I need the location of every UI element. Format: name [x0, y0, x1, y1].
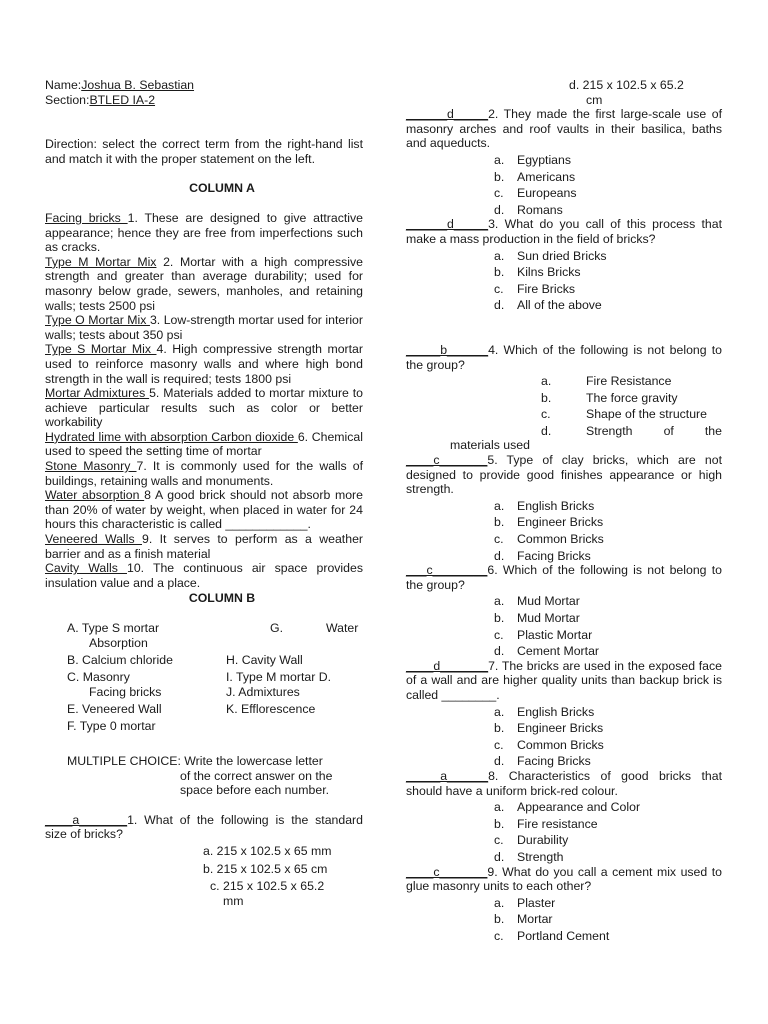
option-cont: materials used [450, 438, 530, 453]
column-b-row: F. Type 0 mortar [67, 719, 156, 733]
matched-answer: Facing bricks [45, 210, 128, 225]
option: d. Strength of the [541, 423, 722, 438]
matched-answer: Cavity Walls [45, 561, 127, 576]
option: c. Fire Bricks [494, 281, 576, 296]
matched-answer: Type S Mortar Mix [45, 342, 157, 357]
option: d. Romans [494, 202, 563, 217]
matched-answer: Type O Mortar Mix [45, 313, 150, 328]
option: a. English Bricks [494, 704, 595, 719]
option: a. Mud Mortar [494, 594, 580, 609]
option: d. Facing Bricks [494, 548, 591, 563]
column-b-row: A. Type S mortar G. Water [67, 621, 359, 635]
section-line: Section:BTLED IA-2 [45, 92, 156, 107]
right-column [406, 78, 722, 943]
option: c. Europeans [494, 186, 577, 201]
section-value: BTLED IA-2 [89, 92, 156, 107]
option: a. Egyptians [494, 152, 572, 167]
option: d. 215 x 102.5 x 65.2 [569, 78, 684, 92]
column-b-row: B. Calcium chloride H. Cavity Wall [67, 653, 303, 667]
column-a-item: Cavity Walls 10. The continuous air space provides insulation value and a place. [45, 561, 363, 590]
matched-answer: Type M Mortar Mix [45, 254, 157, 269]
question-8: _____a______8. Characteristics of good bricks that should have a uniform brick-red colour. [406, 768, 722, 798]
question-5: ____c_______5. Type of clay bricks, which are not designed to provide good finishes appearance or high strength. [406, 453, 722, 497]
option-cont: mm [223, 893, 244, 908]
column-a-item: Type S Mortar Mix 4. High compressive strength mortar used to reinforce masonry walls and where high bond strength in the wall is required; tests 1800 psi [45, 342, 363, 386]
direction-text: Direction: select the correct term from the right-hand list and match it with the proper statement on the left. [45, 137, 363, 166]
matched-answer: Mortar Admixtures [45, 386, 150, 401]
column-a-item: Type M Mortar Mix 2. Mortar with a high compressive strength and greater than average durability; used for masonry below grade, sewers, manholes, and retaining walls; tests 2500 psi [45, 254, 363, 313]
question-6: ___c________6. Which of the following is not belong to the group? [406, 563, 722, 592]
option: c. Common Bricks [494, 737, 604, 752]
left-column [45, 78, 363, 908]
multiple-choice-intro: MULTIPLE CHOICE: Write the lowercase letter of the correct answer on the space before each number. [67, 754, 333, 798]
answer-blank: ____c_______ [406, 864, 488, 879]
student-name: Joshua B. Sebastian [81, 78, 195, 92]
answer-blank: ____a_______ [45, 812, 128, 827]
matched-answer: Water absorption [45, 488, 145, 503]
option: a. Appearance and Color [494, 800, 641, 815]
answer-blank: ______d_____ [406, 107, 489, 122]
column-a-item: Type O Mortar Mix 3. Low-strength mortar used for interior walls; tests about 350 psi [45, 313, 363, 342]
option: b. Mortar [494, 912, 553, 927]
option: a. Fire Resistance [541, 374, 672, 389]
column-a-list [45, 211, 363, 590]
column-a-item: Water absorption 8 A good brick should not absorb more than 20% of water by weight, when placed in water for 24 hours this characteristic is called ____________. [45, 488, 363, 532]
column-a-item: Veneered Walls 9. It serves to perform as a weather barrier and as a finish material [45, 532, 364, 561]
answer-blank: ____c_______ [406, 453, 488, 468]
option: d. All of the above [494, 298, 602, 313]
option: a. 215 x 102.5 x 65 mm [203, 843, 332, 858]
option: a. Plaster [494, 895, 556, 910]
column-b-row: E. Veneered Wall K. Efflorescence [67, 702, 316, 716]
option: d. Strength [494, 849, 564, 864]
column-b-row: Absorption [89, 636, 148, 650]
answer-blank: ____d_______ [406, 658, 489, 673]
option: a. Sun dried Bricks [494, 248, 607, 263]
column-a-title: COLUMN A [189, 181, 255, 196]
question-1: ____a_______1. What of the following is the standard size of bricks? [45, 812, 363, 842]
option: b. The force gravity [541, 390, 678, 405]
question-7: ____d_______7. The bricks are used in the exposed face of a wall and are higher quality units than backup brick is called ________. [406, 658, 722, 702]
option: c. Plastic Mortar [494, 627, 593, 642]
option-cont: cm [586, 92, 603, 107]
column-a-item: Hydrated lime with absorption Carbon dioxide 6. Chemical used to speed the setting time of mortar [45, 429, 363, 459]
matched-answer: Veneered Walls [45, 532, 142, 547]
column-a-item: Facing bricks 1. These are designed to give attractive appearance; hence they are free from imperfections such as cracks. [45, 210, 363, 255]
question-2: ______d_____2. They made the first large-scale use of masonry arches and roof vaults in their basilica, baths and aqueducts. [406, 107, 722, 151]
option: b. 215 x 102.5 x 65 cm [203, 861, 328, 876]
matched-answer: Stone Masonry [45, 459, 137, 474]
question-9: ____c_______9. What do you call a cement mix used to glue masonry units to each other? [406, 864, 722, 894]
option: b. Mud Mortar [494, 611, 580, 625]
option: b. Engineer Bricks [494, 721, 604, 736]
answer-blank: _____a______ [406, 768, 489, 783]
column-b-row: C. Masonry I. Type M mortar D. [67, 670, 332, 684]
option: c. 215 x 102.5 x 65.2 [210, 879, 325, 894]
column-b-title: COLUMN B [188, 591, 256, 606]
option: d. Cement Mortar [494, 644, 600, 659]
option: c. Common Bricks [494, 532, 604, 547]
answer-blank: _____b______ [406, 342, 489, 357]
question-3: ______d_____3. What do you call of this process that make a mass production in the field of bricks? [406, 217, 722, 246]
option: c. Durability [494, 833, 569, 848]
column-a-item: Stone Masonry 7. It is commonly used for the walls of buildings, retaining walls and monuments. [45, 459, 364, 488]
question-1-options [45, 844, 363, 908]
answer-blank: ______d_____ [406, 217, 489, 232]
column-a-item: Mortar Admixtures 5. Materials added to mortar mixture to achieve particular results such as color or better workability [45, 386, 363, 430]
option: b. Fire resistance [494, 816, 598, 831]
option: b. Kilns Bricks [494, 265, 581, 280]
column-b-row: Facing bricks J. Admixtures [89, 685, 300, 699]
option: b. Engineer Bricks [494, 515, 604, 530]
question-4: _____b______4. Which of the following is not belong to the group? [406, 342, 722, 372]
question-list [406, 107, 722, 943]
option: d. Facing Bricks [494, 754, 591, 769]
option: c. Portland Cement [494, 928, 610, 943]
column-b-list [45, 621, 363, 734]
answer-blank: ___c________ [406, 563, 488, 578]
name-line: Name:Joshua B. Sebastian [45, 78, 195, 92]
matched-answer: Hydrated lime with absorption Carbon dioxide [45, 429, 298, 444]
option: a. English Bricks [494, 498, 595, 513]
option: c. Shape of the structure [541, 407, 707, 422]
option: b. Americans [494, 169, 576, 184]
